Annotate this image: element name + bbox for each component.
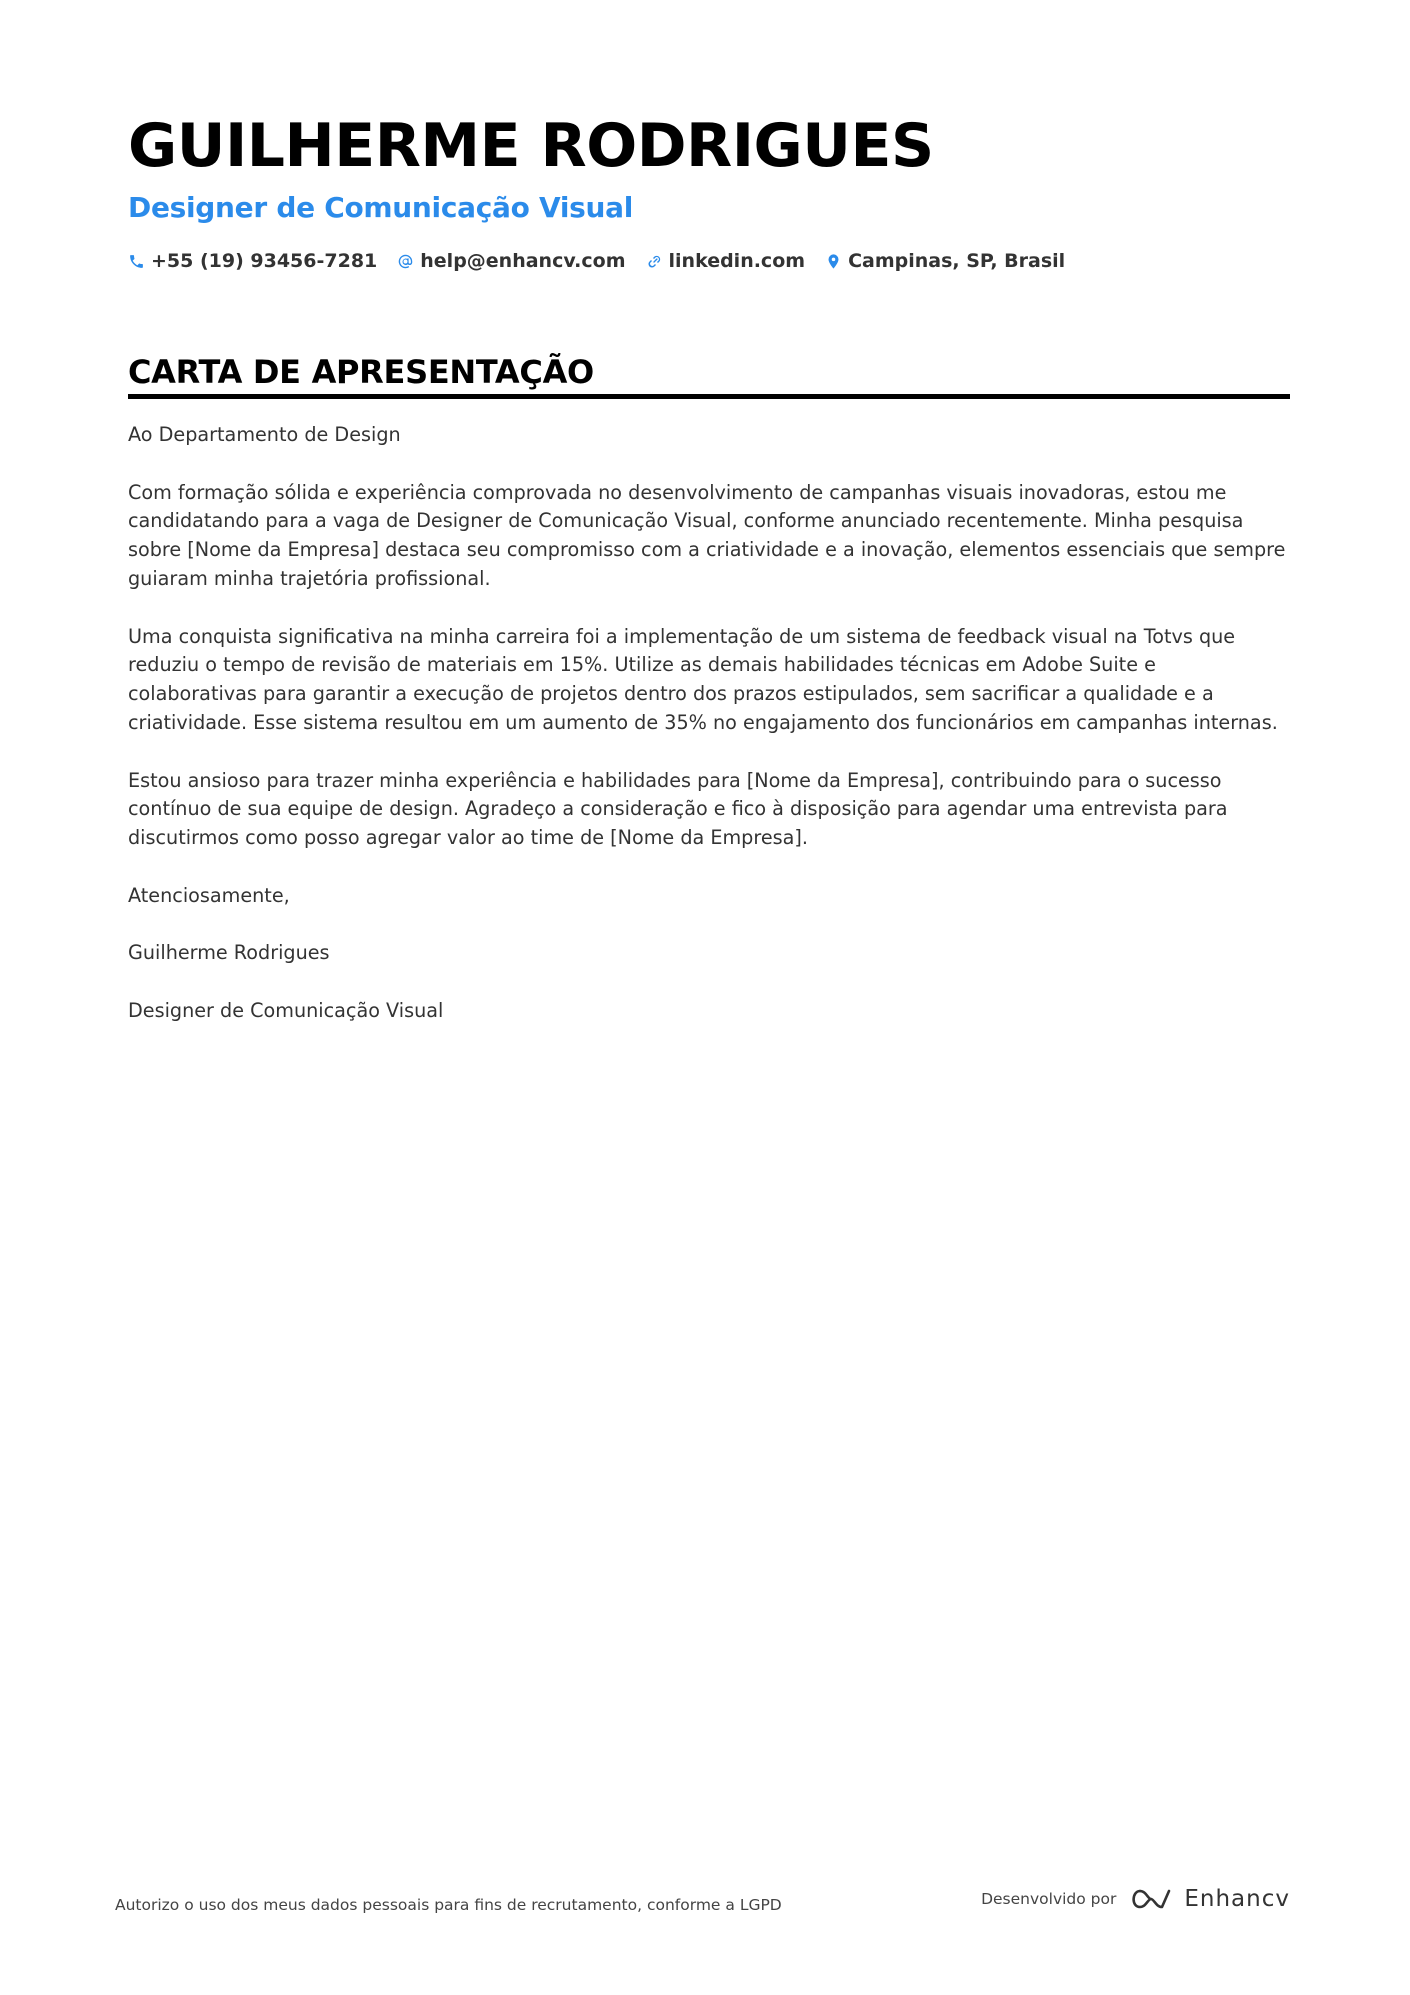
contact-linkedin[interactable] bbox=[646, 250, 806, 272]
document-content bbox=[128, 110, 1290, 1055]
candidate-title: Designer de Comunicação Visual bbox=[128, 191, 634, 224]
brand-logo[interactable] bbox=[1128, 1886, 1290, 1912]
brand-name: Enhancv bbox=[1184, 1886, 1290, 1912]
contact-location bbox=[825, 250, 1065, 272]
linkedin-text: linkedin.com bbox=[668, 250, 806, 272]
letter-paragraph: Com formação sólida e experiência comprovada no desenvolvimento de campanhas visuais inovadoras, estou me candidatando para a vaga de Designer de Comunicação Visual, conforme anunciado recentemente. Minha pesquisa sobre [Nome da Empresa] destaca seu compromisso com a criatividade e a inovação, elementos essenciais que sempre guiaram minha trajetória profissional. bbox=[128, 480, 1286, 590]
phone-text: +55 (19) 93456-7281 bbox=[151, 250, 378, 272]
footer-consent: Autorizo o uso dos meus dados pessoais para fins de recrutamento, conforme a LGPD bbox=[115, 1896, 782, 1914]
location-text: Campinas, SP, Brasil bbox=[848, 250, 1066, 272]
email-text: help@enhancv.com bbox=[420, 250, 626, 272]
location-pin-icon bbox=[825, 253, 842, 270]
candidate-name: GUILHERME RODRIGUES bbox=[128, 111, 934, 181]
signature-title: Designer de Comunicação Visual bbox=[128, 998, 444, 1022]
contact-email[interactable] bbox=[397, 250, 625, 272]
contact-row bbox=[128, 250, 1290, 272]
powered-by-label: Desenvolvido por bbox=[981, 1890, 1117, 1908]
phone-icon bbox=[128, 253, 145, 270]
enhancv-logo-icon bbox=[1128, 1886, 1174, 1912]
link-icon bbox=[646, 253, 663, 270]
at-icon bbox=[397, 253, 414, 270]
letter-greeting: Ao Departamento de Design bbox=[128, 423, 401, 446]
contact-phone[interactable] bbox=[128, 250, 377, 272]
section-divider bbox=[128, 394, 1290, 399]
signature-name: Guilherme Rodrigues bbox=[128, 941, 330, 965]
cover-letter-section-header bbox=[128, 352, 1290, 399]
section-title: CARTA DE APRESENTAÇÃO bbox=[128, 353, 594, 391]
letter-paragraph: Uma conquista significativa na minha carreira foi a implementação de um sistema de feedback visual na Totvs que reduziu o tempo de revisão de materiais em 15%. Utilize as demais habilidades técnicas em Adobe Suite e colaborativas para garantir a execução de projetos dentro dos prazos estipulados, sem sacrificar a qualidade e a criatividade. Esse sistema resultou em um aumento de 35% no engajamento dos funcionários em campanhas internas. bbox=[128, 624, 1278, 734]
footer-branding[interactable] bbox=[981, 1886, 1290, 1912]
letter-body bbox=[128, 421, 1290, 1026]
letter-closing: Atenciosamente, bbox=[128, 883, 290, 907]
letter-paragraph: Estou ansioso para trazer minha experiência e habilidades para [Nome da Empresa], contribuindo para o sucesso contínuo de sua equipe de design. Agradeço a consideração e fico à disposição para agendar uma entrevista para discutirmos como posso agregar valor ao time de [Nome da Empresa]. bbox=[128, 768, 1228, 850]
